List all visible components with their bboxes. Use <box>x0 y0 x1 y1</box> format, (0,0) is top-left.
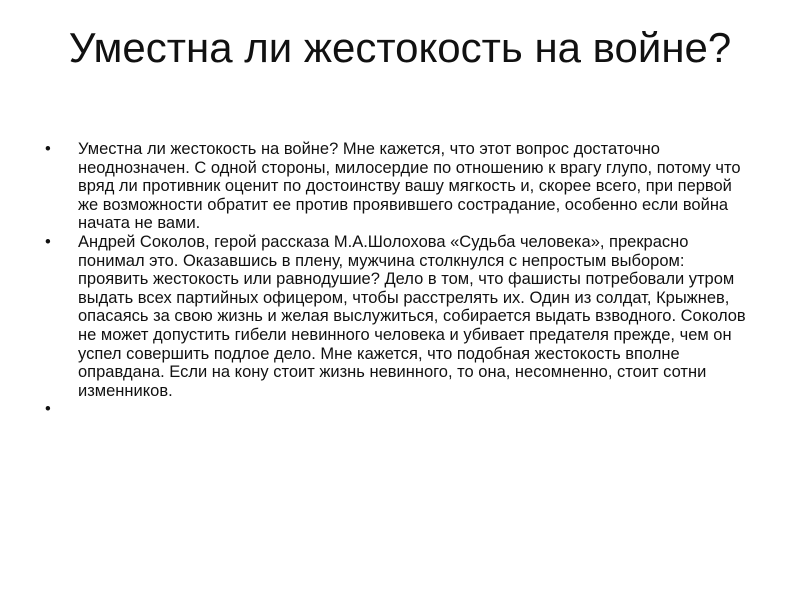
bullet-item-argument <box>45 233 755 400</box>
bullet-text-intro: Уместна ли жестокость на войне? Мне кажется, что этот вопрос достаточно неоднозначен. С одной стороны, милосердие по отношению к врагу глупо, потому что вряд ли противник оценит по достоинству вашу мягкость и, скорее всего, при первой же возможности обратит ее против проявившего сострадание, особенно если война начата не вами. <box>78 140 741 233</box>
slide-title: Уместна ли жестокость на войне? <box>68 24 732 71</box>
bullet-item-empty <box>45 400 755 419</box>
bullet-marker: • <box>45 400 51 419</box>
bullet-marker: • <box>45 140 51 158</box>
bullet-marker: • <box>45 232 51 251</box>
bullet-item-intro <box>45 140 755 233</box>
bullet-text-argument: Андрей Соколов, герой рассказа М.А.Шолохова «Судьба человека», прекрасно понимал это. Оказавшись в плену, мужчина столкнулся с непростым выбором: проявить жестокость или равнодушие? Дело в том, что фашисты потребовали утром выдать всех партийных офицером, чтобы расстрелять их. Один из солдат, Крыжнев, опасаясь за свою жизнь и желая выслужиться, собирается выдать взводного. Соколов не может допустить гибели невинного человека и убивает предателя прежде, чем он успел совершить подлое дело. Мне кажется, что подобная жестокость вполне оправдана. Если на кону стоит жизнь невинного, то она, несомненно, стоит сотни изменников. <box>78 232 746 400</box>
bullet-list <box>45 140 755 419</box>
